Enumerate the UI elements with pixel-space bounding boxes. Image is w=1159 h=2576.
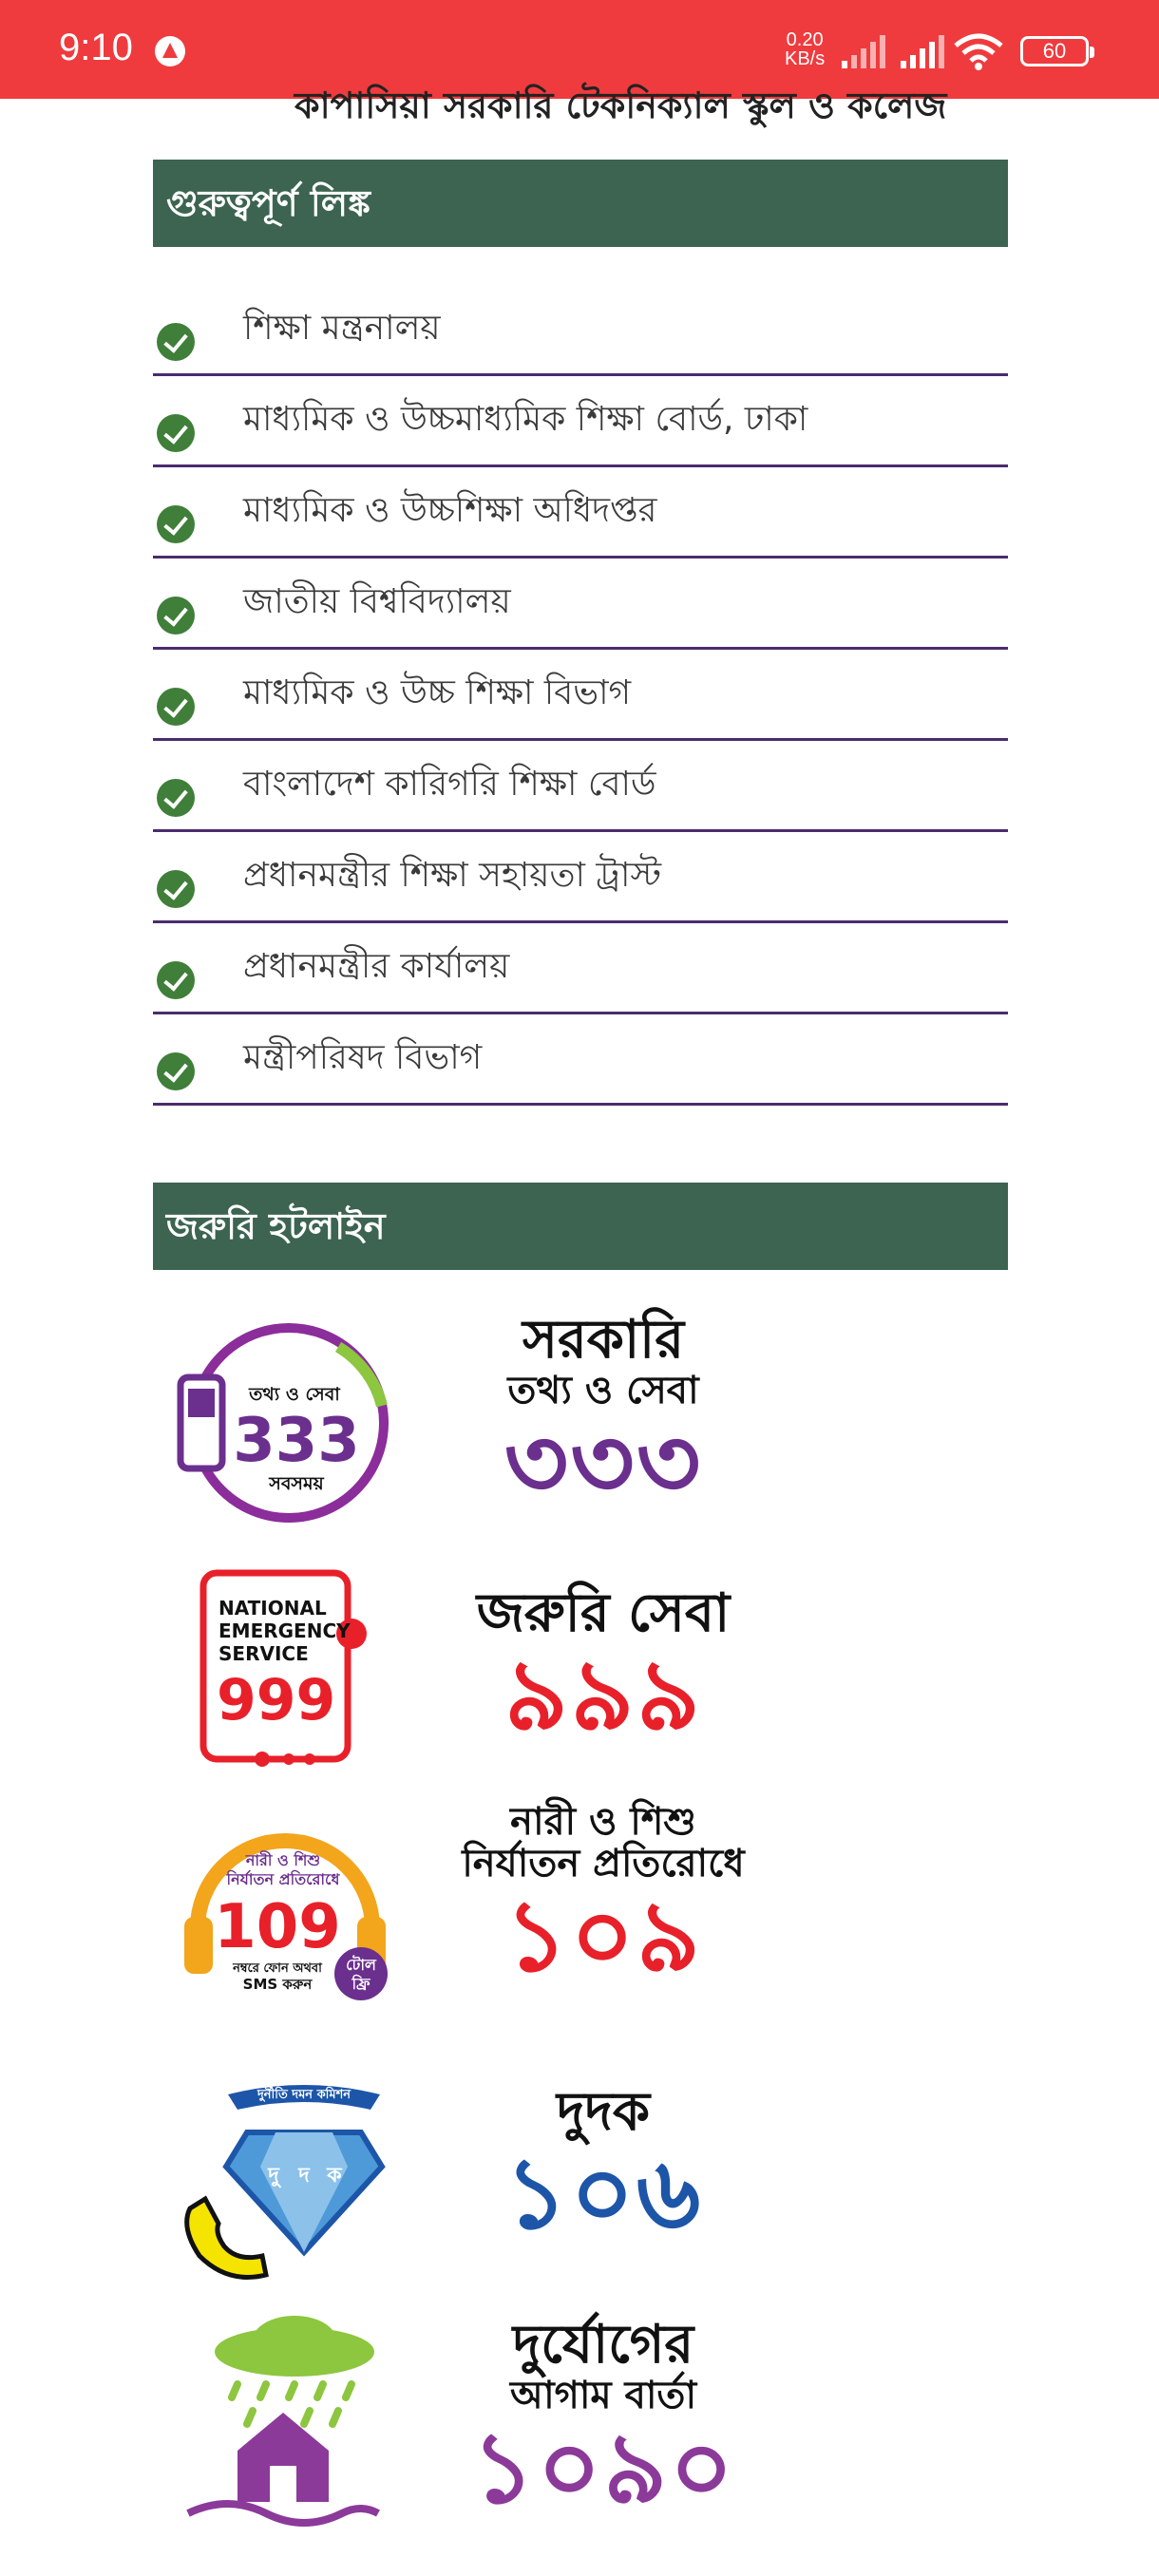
check-circle-icon <box>157 323 195 361</box>
icon-106-letter3: ক <box>327 2164 342 2188</box>
hotline-106[interactable] <box>171 2066 760 2294</box>
icon-109-line4: SMS করুন <box>242 1976 313 1993</box>
link-text[interactable]: মাধ্যমিক ও উচ্চ শিক্ষা বিভাগ <box>243 673 632 712</box>
icon-109-toll: টোল <box>346 1956 376 1974</box>
icon-106-letter2: দ <box>298 2164 310 2188</box>
hotline-333-text <box>446 1309 760 1521</box>
link-item[interactable] <box>153 467 1008 559</box>
hotline-333[interactable] <box>171 1311 760 1539</box>
link-item[interactable] <box>153 923 1008 1014</box>
emergency-999-icon <box>171 1558 399 1786</box>
icon-106-letter1: দু <box>268 2164 279 2188</box>
hotline-number: ১০৯০ <box>470 2410 736 2526</box>
icon-999-line2: EMERGENCY <box>218 1619 351 1642</box>
icon-109-line1: নারী ও শিশু <box>245 1851 321 1869</box>
important-links-heading: গুরুত্বপূর্ণ লিঙ্ক <box>153 160 1008 247</box>
battery-icon: 60 <box>1020 36 1089 66</box>
icon-109-number: 109 <box>214 1892 341 1962</box>
link-item[interactable] <box>153 650 1008 741</box>
link-text[interactable]: শিক্ষা মন্ত্রনালয় <box>243 309 441 348</box>
icon-333-sub: সবসময় <box>269 1473 324 1494</box>
icon-999-number: 999 <box>217 1667 336 1733</box>
icon-109-free: ফ্রি <box>352 1975 370 1993</box>
check-circle-icon <box>157 597 195 635</box>
link-text[interactable]: প্রধানমন্ত্রীর শিক্ষা সহায়তা ট্রাস্ট <box>243 856 662 895</box>
hotline-number: ১০৯ <box>504 1878 703 1994</box>
link-item[interactable] <box>153 285 1008 376</box>
hotline-106-text <box>446 2081 760 2251</box>
check-circle-icon <box>157 870 195 908</box>
hotline-109-text <box>446 1800 760 1994</box>
important-links-list <box>153 285 1008 1106</box>
icon-109-line2: নির্যাতন প্রতিরোধে <box>226 1870 340 1888</box>
phone-333-icon <box>171 1311 399 1539</box>
link-text[interactable]: বাংলাদেশ কারিগরি শিক্ষা বোর্ড <box>243 765 656 804</box>
icon-109-line3: নম্বরে ফোন অথবা <box>233 1961 322 1976</box>
signal-1-icon <box>840 34 887 68</box>
link-text[interactable]: মাধ্যমিক ও উচ্চমাধ্যমিক শিক্ষা বোর্ড, ঢাকা <box>243 400 808 439</box>
hotline-1090-text <box>446 2314 760 2526</box>
hotline-number: ১০৬ <box>504 2135 703 2251</box>
hotline-title: দুর্যোগের <box>512 2314 694 2376</box>
link-text[interactable]: প্রধানমন্ত্রীর কার্যালয় <box>243 947 510 986</box>
check-circle-icon <box>157 505 195 543</box>
hotline-title: সরকারি <box>522 1309 685 1371</box>
link-item[interactable] <box>153 559 1008 650</box>
icon-999-line3: SERVICE <box>218 1642 309 1665</box>
check-circle-icon <box>157 1052 195 1090</box>
check-circle-icon <box>157 414 195 452</box>
status-time: 9:10 <box>59 27 133 68</box>
icon-999-line1: NATIONAL <box>218 1597 327 1619</box>
icon-333-number: 333 <box>233 1406 360 1476</box>
link-text[interactable]: মন্ত্রীপরিষদ বিভাগ <box>243 1038 483 1077</box>
hotline-title: জরুরি সেবা <box>476 1582 731 1644</box>
link-text[interactable]: মাধ্যমিক ও উচ্চশিক্ষা অধিদপ্তর <box>243 491 657 530</box>
alert-icon <box>155 36 185 66</box>
hotline-109[interactable] <box>171 1800 760 2033</box>
network-speed-unit: KB/s <box>785 48 826 69</box>
hotline-1090[interactable] <box>171 2308 760 2536</box>
link-item[interactable] <box>153 376 1008 467</box>
link-item[interactable] <box>153 832 1008 923</box>
network-speed <box>785 30 825 68</box>
link-item[interactable] <box>153 1014 1008 1106</box>
link-text[interactable]: জাতীয় বিশ্ববিদ্যালয় <box>243 582 511 621</box>
check-circle-icon <box>157 961 195 999</box>
signal-2-icon <box>899 34 946 68</box>
hotline-number: ৩৩৩ <box>504 1405 703 1521</box>
hotline-title: দুদক <box>556 2081 651 2143</box>
hotline-title: নারী ও শিশু <box>510 1800 696 1844</box>
hotline-999-text <box>446 1582 760 1752</box>
hotlines-heading: জরুরি হটলাইন <box>153 1183 1008 1270</box>
check-circle-icon <box>157 688 195 726</box>
check-circle-icon <box>157 779 195 817</box>
hotline-999[interactable] <box>171 1558 760 1786</box>
disaster-warning-icon <box>171 2308 399 2536</box>
hotline-subtitle: তথ্য ও সেবা <box>507 1369 699 1412</box>
hotline-subtitle: আগাম বার্তা <box>509 2374 697 2417</box>
clipped-heading: কাপাসিয়া সরকারি টেকনিক্যাল স্কুল ও কলেজ <box>294 85 947 126</box>
hotline-number: ৯৯৯ <box>504 1637 703 1752</box>
icon-333-label: তথ্য ও সেবা <box>249 1384 340 1405</box>
headset-109-icon <box>171 1805 399 2033</box>
icon-106-banner: দুর্নীতি দমন কমিশন <box>256 2088 352 2102</box>
link-item[interactable] <box>153 741 1008 832</box>
dudok-diamond-icon <box>171 2066 399 2294</box>
hotline-subtitle: নির্যাতন প্রতিরোধে <box>462 1842 745 1885</box>
wifi-icon <box>954 32 1003 70</box>
network-speed-value: 0.20 <box>786 29 824 50</box>
